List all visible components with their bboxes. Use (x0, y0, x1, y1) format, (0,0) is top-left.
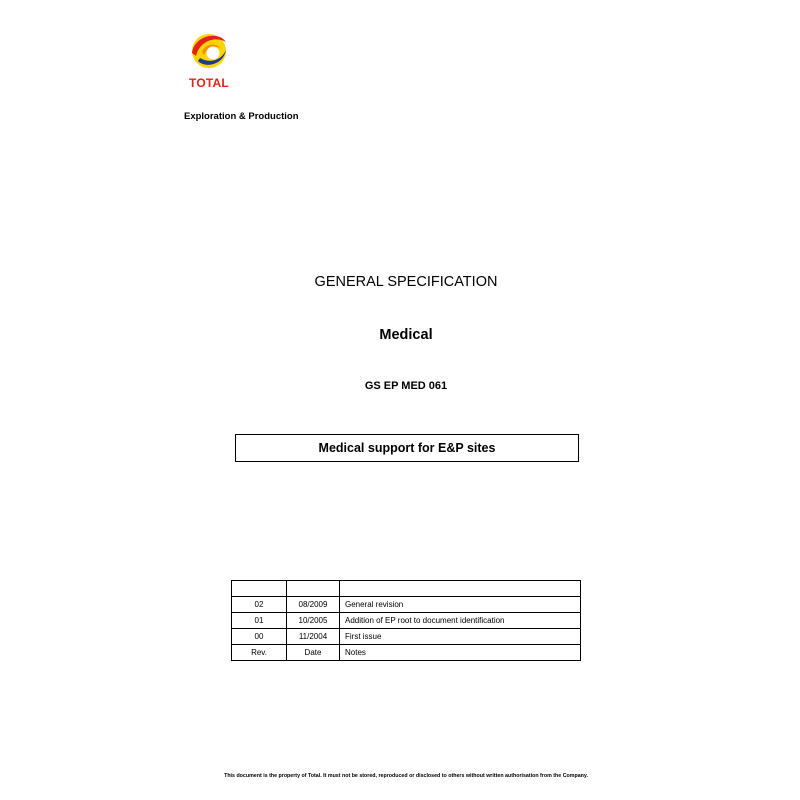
logo-wordmark: TOTAL (189, 76, 229, 90)
table-row (232, 629, 581, 645)
notes-header: Notes (340, 645, 581, 661)
document-subject: Medical support for E&P sites (318, 441, 496, 455)
notes-cell (340, 581, 581, 597)
revision-table (231, 580, 581, 661)
rev-cell: 00 (232, 629, 287, 645)
date-cell (287, 581, 340, 597)
rev-header: Rev. (232, 645, 287, 661)
table-row (232, 613, 581, 629)
rev-cell: 02 (232, 597, 287, 613)
document-type: GENERAL SPECIFICATION (314, 274, 498, 290)
document-subject-box (235, 434, 579, 462)
rev-cell: 01 (232, 613, 287, 629)
date-cell: 11/2004 (287, 629, 340, 645)
date-cell: 08/2009 (287, 597, 340, 613)
table-row (232, 581, 581, 597)
total-logo-mark-icon (186, 28, 232, 74)
document-reference: GS EP MED 061 (364, 380, 448, 392)
rev-cell (232, 581, 287, 597)
table-row (232, 597, 581, 613)
date-cell: 10/2005 (287, 613, 340, 629)
notes-cell: First issue (340, 629, 581, 645)
confidentiality-notice: This document is the property of Total. It must not be stored, reproduced or disclosed to others without written authorisation from the Company. (224, 773, 588, 779)
table-header-row (232, 645, 581, 661)
date-header: Date (287, 645, 340, 661)
division-label: Exploration & Production (184, 111, 299, 122)
notes-cell: Addition of EP root to document identification (340, 613, 581, 629)
document-title: Medical (379, 327, 433, 343)
notes-cell: General revision (340, 597, 581, 613)
